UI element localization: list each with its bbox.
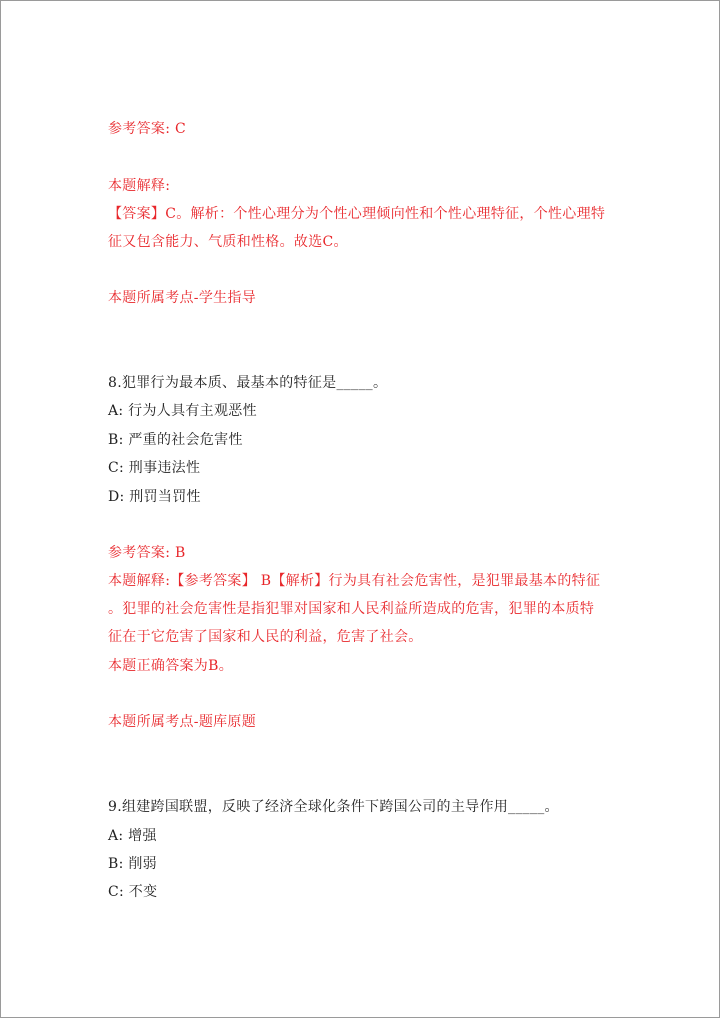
q7-topic: 本题所属考点-学生指导: [108, 290, 257, 306]
q8-option-a: A: 行为人具有主观恶性: [108, 403, 257, 419]
q8-option-c: C: 刑事违法性: [108, 460, 201, 476]
q9-question: 9.组建跨国联盟，反映了经济全球化条件下跨国公司的主导作用_____。: [108, 799, 559, 815]
q8-answer: 参考答案: B: [108, 545, 186, 561]
q8-explain-line-2: 。犯罪的社会危害性是指犯罪对国家和人民利益所造成的危害，犯罪的本质特: [108, 601, 595, 617]
q8-explain-line-4: 本题正确答案为B。: [108, 658, 233, 674]
q8-explain-line-3: 征在于它危害了国家和人民的利益，危害了社会。: [108, 629, 423, 645]
q9-option-a: A: 增强: [108, 828, 157, 844]
q8-explain-line-1: 本题解释:【参考答案】 B【解析】行为具有社会危害性，是犯罪最基本的特征: [108, 573, 601, 589]
q7-explain-label: 本题解释:: [108, 178, 171, 194]
q7-explain-line-1: 【答案】C。解析：个性心理分为个性心理倾向性和个性心理特征，个性心理特: [108, 206, 606, 222]
q8-option-d: D: 刑罚当罚性: [108, 489, 201, 505]
q7-explain-line-2: 征又包含能力、气质和性格。故选C。: [108, 234, 348, 250]
q8-topic: 本题所属考点-题库原题: [108, 714, 257, 730]
q8-question: 8.犯罪行为最本质、最基本的特征是_____。: [108, 375, 388, 391]
q9-option-b: B: 削弱: [108, 856, 157, 872]
q9-option-c: C: 不变: [108, 884, 158, 900]
q7-answer: 参考答案: C: [108, 121, 186, 137]
q8-option-b: B: 严重的社会危害性: [108, 432, 243, 448]
